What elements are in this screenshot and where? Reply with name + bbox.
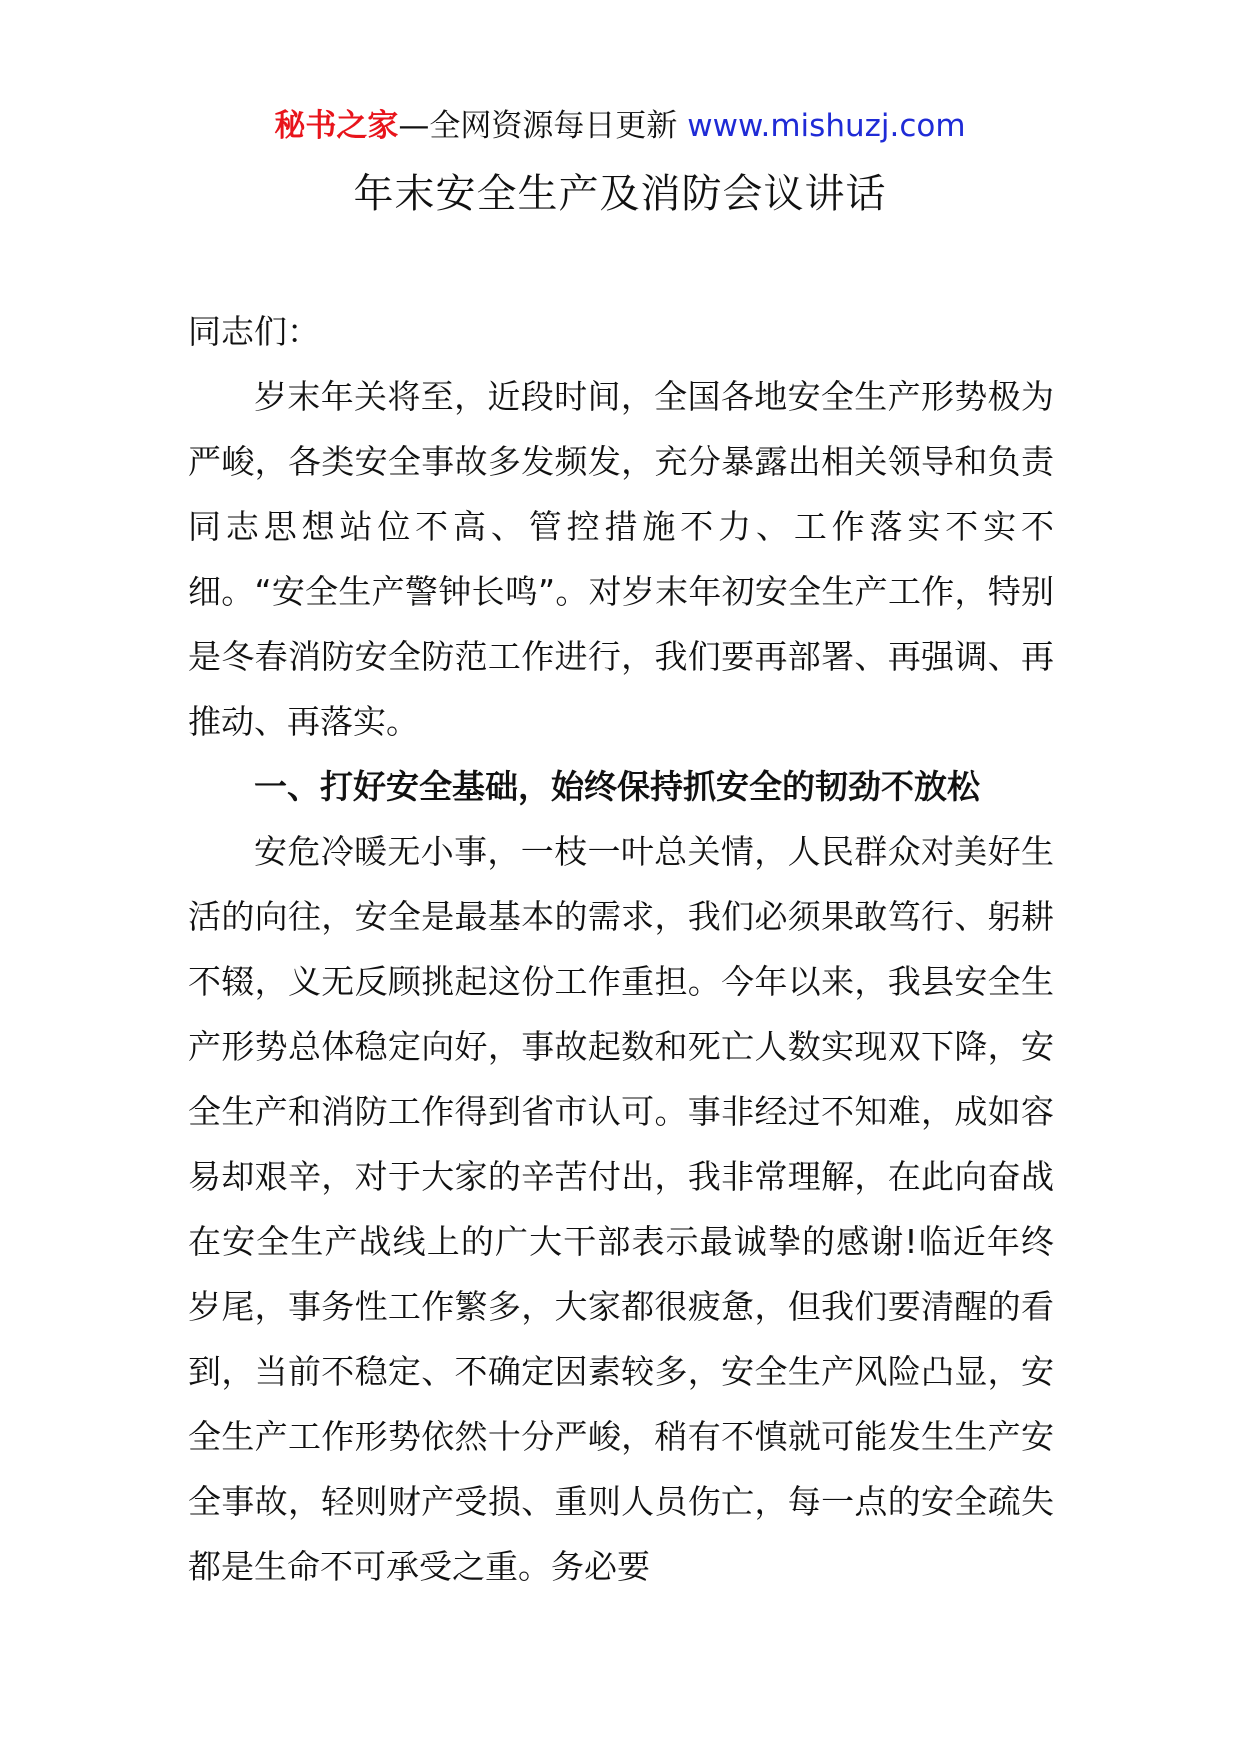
section-heading-1: 一、打好安全基础，始终保持抓安全的韧劲不放松 [254,767,980,806]
document-body [188,299,1054,1599]
salutation: 同志们： [188,312,320,351]
paragraph-intro: 岁末年关将至，近段时间，全国各地安全生产形势极为严峻，各类安全事故多发频发，充分暴露出相关领导和负责同志思想站位不高、管控措施不力、工作落实不实不细。“安全生产警钟长鸣”。对岁末年初安全生产工作，特别是冬春消防安全防范工作进行，我们要再部署、再强调、再推动、再落实。 [188,377,1054,741]
document-title: 年末安全生产及消防会议讲话 [353,171,887,217]
site-brand: 秘书之家 [274,108,399,144]
paragraph-section-1: 安危冷暖无小事，一枝一叶总关情，人民群众对美好生活的向往，安全是最基本的需求，我们必须果敢笃行、躬耕不辍，义无反顾挑起这份工作重担。今年以来，我县安全生产形势总体稳定向好，事故起数和死亡人数实现双下降，安全生产和消防工作得到省市认可。事非经过不知难，成如容易却艰辛，对于大家的辛苦付出，我非常理解，在此向奋战在安全生产战线上的广大干部表示最诚挚的感谢!临近年终岁尾，事务性工作繁多，大家都很疲惫，但我们要清醒的看到，当前不稳定、不确定因素较多，安全生产风险凸显，安全生产工作形势依然十分严峻，稍有不慎就可能发生生产安全事故，轻则财产受损、重则人员伤亡，每一点的安全疏失都是生命不可承受之重。务必要 [188,832,1054,1586]
site-header [0,104,1240,148]
site-slogan: —全网资源每日更新 [398,108,688,144]
site-url[interactable]: www.mishuzj.com [687,108,966,144]
